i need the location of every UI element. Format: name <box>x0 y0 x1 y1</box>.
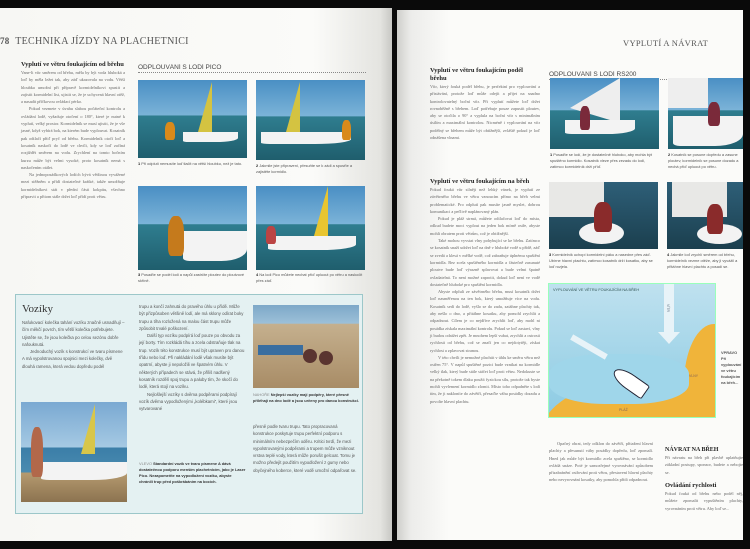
running-head-title: TECHNIKA JÍZDY NA PLACHETNICI <box>15 36 189 47</box>
article-continued <box>549 440 653 484</box>
paragraph: Také mohou vyvstat vlny pohybující se ke břehu. Zatímco se kosatník snaží udržet loď na dně v hluboké vodě u přídě, záď se zvedá a klesá v mělké vodě, což zabraňuje úplnému spuštění kormidla. Bez zcela spuštěného kormidla a částečně zasunuté ploutve bude loď výrazně splavovat a bude velmi špatně ovladatelná. To není možné zaprotit, dokud loď není ve vodě dostatečně hluboké pro spuštění kormidla. <box>430 238 540 287</box>
photo-caption: 4 Na lodi Pico můžete nechat příď upluout po větru a naskočit přes záď. <box>256 272 363 283</box>
article-heading: Vyplutí ve větru foukajícím podél břehu <box>430 67 523 82</box>
photo-caption: 3 Kormidelník uchopí kormidelní páku a nasedne přes záď. Ubírne hlavní plachtu, zatímco kosatník drží kosatku, aby se loď rozjela. <box>549 252 653 269</box>
right-page <box>397 10 743 540</box>
beach-label: PLÁŽ <box>619 408 628 412</box>
sidebar-box-trolleys <box>15 294 363 514</box>
running-head <box>0 36 189 47</box>
photo-rs200-2 <box>668 78 743 149</box>
box-col-2 <box>139 303 246 412</box>
photo-caption: 2 Jakmile jste připraveni, přesuňte se k zádi a spusťte a zajistěte kormidlo. <box>256 163 352 174</box>
page-number: 78 <box>0 36 10 46</box>
article-offshore-wind <box>21 61 125 200</box>
paragraph: V této chvíli je nemožné plachtit v úhlu ke směru větru než ostřen 75°. V napůl spuštěné pozici bude vznikat na kormidle velký tlak, který bude stále stáčet loď proti větru. Nedokuste se na překotně tokem dlaku použít fyzickou sílu, protože tak byste mohli vyvlemení kormidlo zlomit. Místo toho odpadněte s lodí tím, že ji nakloníte do závětří, přesaďte váhu posádky dozadu a povolte hlavní plachtu. <box>430 354 540 404</box>
paragraph: Opačný obrat, tedy odklon do závětří, přitažení hlavní plachty a přesunutí váhy posádky dopředu, loď zpomalí. Hned jak může být kormidlo zcela spuštěno, se kormidlo ovládá snáze. Poté je samozřejmé vyrovnávání způsobem přizabránění ostřování proti větru, přestavení hlavní plachty nebo nevyrovnání kosatky, aby pomohla přídi odpadnout. <box>549 441 653 483</box>
photo-caption: 1 Posaďte se lodí, že je dostatečně hluboko, aby mohla být spuštěno kormidlo. Kosatník vleze přes zezadu do lodi, zatímco kormidelník drží příď. <box>550 152 652 169</box>
photo-caption: 3 Posaďte se podél lodi a napůl zastrčte ploutev do ploutvové skříně. <box>138 272 245 283</box>
paragraph: Pokud vezmete v úvahu slabou počáteční kontrolu a ovládání lodě, vyžaduje otočení o 180°, které je nutné k vyplutí, velký prostor. Kormidelník se musí ujistit, že je vše jasné, když vybírá bok, na kterém bude vyplouvat. Kosatník pak odtlačí příď pryč od břehu. Kormidelník otočí loď a kosatník naskočí do lodě ve chvíli, kdy se loď začíná rozjíždět směrem na vodu. Zrychlení na tomto bočním kurzu může být velmi vysoké, proto kosatník nemá s naskočením otálet. <box>21 106 125 170</box>
article-heading: NÁVRAT NA BŘEH <box>665 447 719 453</box>
left-page <box>0 8 392 541</box>
photo-caption: 1 Při odplutí nemusíte loď tlačit na větší hloubku, než je tato. <box>138 161 243 166</box>
paragraph: Na jednoposádkových lodích bývá většinou vyvážené mezi stěžněm a přídí dostatečné krátké, takže umožňuje kormidelníkovi stát v přední části kokpitu, všechno připravit a přitom stále držet loď přídí proti větru. <box>21 172 125 200</box>
box-col-1 <box>22 319 126 370</box>
photo-caption: 2 Kosatník se posune dopředu a zasune ploutev, kormidelník se posune dozadu a nechá příď upluout po větru. <box>668 152 739 169</box>
article-return-to-shore <box>665 446 743 512</box>
article-onshore <box>430 178 540 405</box>
article-heading: Ovládání rychlosti <box>665 482 717 489</box>
paragraph: Nafukovací kolečka tahání vozíku značně usnadňují – čím měkčí povrch, tím větší kolečka potřebujete. Ujistěte se, že jsou kolečka po celou sezónu dobře nafouknutá. <box>22 320 125 347</box>
paragraph: Při návratu na břeh při plavbě uplatňujte základní postupy, sponzor, budete a nebojte se. <box>665 455 743 475</box>
photo-caption-right: NAHOŘE Nejlepší vozíky mají podpěry, které přesně přiléhají na dno lodě a jsou určeny pro danou konstrukci. <box>253 392 359 403</box>
running-head: VYPLUTÍ A NÁVRAT <box>623 38 709 48</box>
beach-shape <box>684 324 716 418</box>
article-cross-shore <box>430 67 540 141</box>
photo-caption-left: VLEVO Standardní vozík ve tvaru písmene A dává dostatečnou podporu menším plachetnicím, jako je Laser Pico. Nezapomeňte na vypodložení vozíku, abyste chránili trup před poškrábáním na bocích. <box>139 461 246 484</box>
photo-rs200-3 <box>549 182 658 249</box>
paragraph: Pokud fouká vítr silněji než lehký vánek, je vyplutí ze závětrného břehu ve větru vanoucím přímo na břeh velmi problematické. Pro odplutí pak musíte jasně myslet, dobrou komunikaci a pečlivě naplánovaný plán. <box>430 187 540 214</box>
paragraph: trupu a končí zahnutá do pravého úhlu u přídě. Může být přizpůsoben většině lodí, ale má sklony odírat boky trupu a tíha rozložená na malou část trupu může způsobit trvalé poškození. <box>139 304 244 331</box>
photo-cradle-trolley <box>253 305 359 388</box>
paragraph: Vítr, který fouká podél břehu, je perfektní pro vyplouvání a přistávání, protože loď může odejít a přijet na snadno kontrolovatelný boční vítr. Při vyplutí můžete loď držet rovnoběžně s břehem. Loď potřebuje pouze zapustit ploutev, aby se otočila o 90° a vyplula na boční vítr s minimálním úsilím a maximální kontrolou. Nicméně i vyplouvání na vítr podélný se břehem může být obtížnější, zvláště pokud je loď odnášena vlnami. <box>430 84 540 141</box>
photo-a-frame-trolley <box>21 402 127 502</box>
photo-rs200-4 <box>667 182 743 249</box>
paragraph: Další typ vozíku podpírá loď pouze po obvodu za její borty. Tím rozkládá tíhu a zcela odstraňuje tlak na trup. Vozík této konstrukce musí být upraven pro danou třídu nebo loď. Při nakládání lodě však musíte být opatrní, abyste ji nepoložili ve špatném úhlu. V některých případech se stává, že příliš nadšený kosatník rozdělí spoj trupu a paluby tím, že skočí do lodě, která stojí na vozíku. <box>139 333 245 390</box>
box-col-3 <box>253 423 357 474</box>
diagram-caption: VPRAVO Při vyplouvání ve větru foukajícím na břeh... <box>721 350 742 385</box>
wind-arrowhead-icon <box>658 332 680 344</box>
diagram-title: VYPLOUVÁNÍ VE VĚTRU FOUKAJÍCÍM NA BŘEH <box>553 288 640 292</box>
photo-caption: 4 Jakmile loď zrychlí směrem od břehu, kormidelník vezme otěže, aby ji vyvážil a přitáhne hlavní plachtu a posadí se. <box>667 252 738 269</box>
photo-pico-3 <box>138 186 247 270</box>
article-heading: Vyplutí ve větru foukajícím od břehu <box>21 61 124 68</box>
paragraph: Nejlošlejší vozíky s dvěma podpěrami podpírají vozík dvěma vypodloženými „kolébkami“, které jsou vytvarované <box>139 391 238 412</box>
paragraph: Pokud je pláž strmá, můžete odtlačovat loď do místa, odkud budete moci vyplout na jeden bok mírně ostře, abyste mohli obratem proti větrům, což je obtížnější. <box>430 216 540 236</box>
paragraph: Pokud fouká od břehu nebo podél něj, můžete zpomalit vypuštěním plachty, vyrovnáním proti větru. Aby loď se... <box>665 491 743 511</box>
waves-label: VLNY <box>689 374 699 378</box>
diagram-onshore-launch <box>548 283 716 418</box>
section-title: ODPLOUVÁNÍ S LODÍ RS200 <box>549 71 743 80</box>
photo-pico-2 <box>256 80 365 160</box>
box-title: Vozíky <box>22 303 53 315</box>
paragraph: Vane-li vítr směrem od břehu, měla by být voda hluboká a loď by měla ležet tak, aby záď ukazovala na vodu. Větší hloubka umožní při přípravě kormidelníkovi spustit a zajistit kormidelní list, ujistit se, že je uchycená hlavní otěž, a nasadit příčkovou ovládací pérko. <box>21 70 125 105</box>
paragraph: přesně podle tvaru trupu. Tato propracovaná konstrukce poskytuje trupu perfektní podporu s minimálním nebezpečím oděru. Kritici tvrdí, že mezi vypolstrovanými podpěrami a trupem může vzniknout vrstva teplé vody, která může porušit gelcoat. Tomu je možno předejít použitím vypodložení z gumy nebo obyčejného koberce, které vodě umožní odpařovat se. <box>253 424 357 473</box>
wind-label: VÍTR <box>666 304 670 312</box>
paragraph: Jednoduchý vozík s konstrukcí ve tvaru písmene A má vypolstrovanou spojnici mezi kolečky, dvě dlouhá ramena, která vedou dopředu podél <box>22 349 123 369</box>
section-title: ODPLOUVÁNÍ S LODÍ PICO <box>138 64 366 73</box>
photo-rs200-1 <box>550 78 659 149</box>
paragraph: Abyste odpluli ze závětrného břehu, musí kosatník držet loď nasměřenou na ten bok, který umožňuje více na vodu. Kosatník sedí do lodě, vyšlo se do zadu, zatáhne plachty tak, aby nešlo o dno, a přitáhne kosatku, aby pomohl zrychlit a odpadnout. Cílem je co nejdříve zrychlit loď, aby mohl ni posádka získala maximální kontrolu. Pokud se loď zastaví, vlny ji budou odrážet zpět. Je mnohem lepší vubat, zrychlit a ostrosti rychlosti od břehu, což se značí jen co nejdotytěji, získat rychlost a zplavovat stranou. <box>430 289 540 353</box>
photo-pico-1 <box>138 80 247 158</box>
photo-pico-4 <box>256 186 365 270</box>
article-heading: Vyplutí ve větru foukajícím na břeh <box>430 178 530 185</box>
